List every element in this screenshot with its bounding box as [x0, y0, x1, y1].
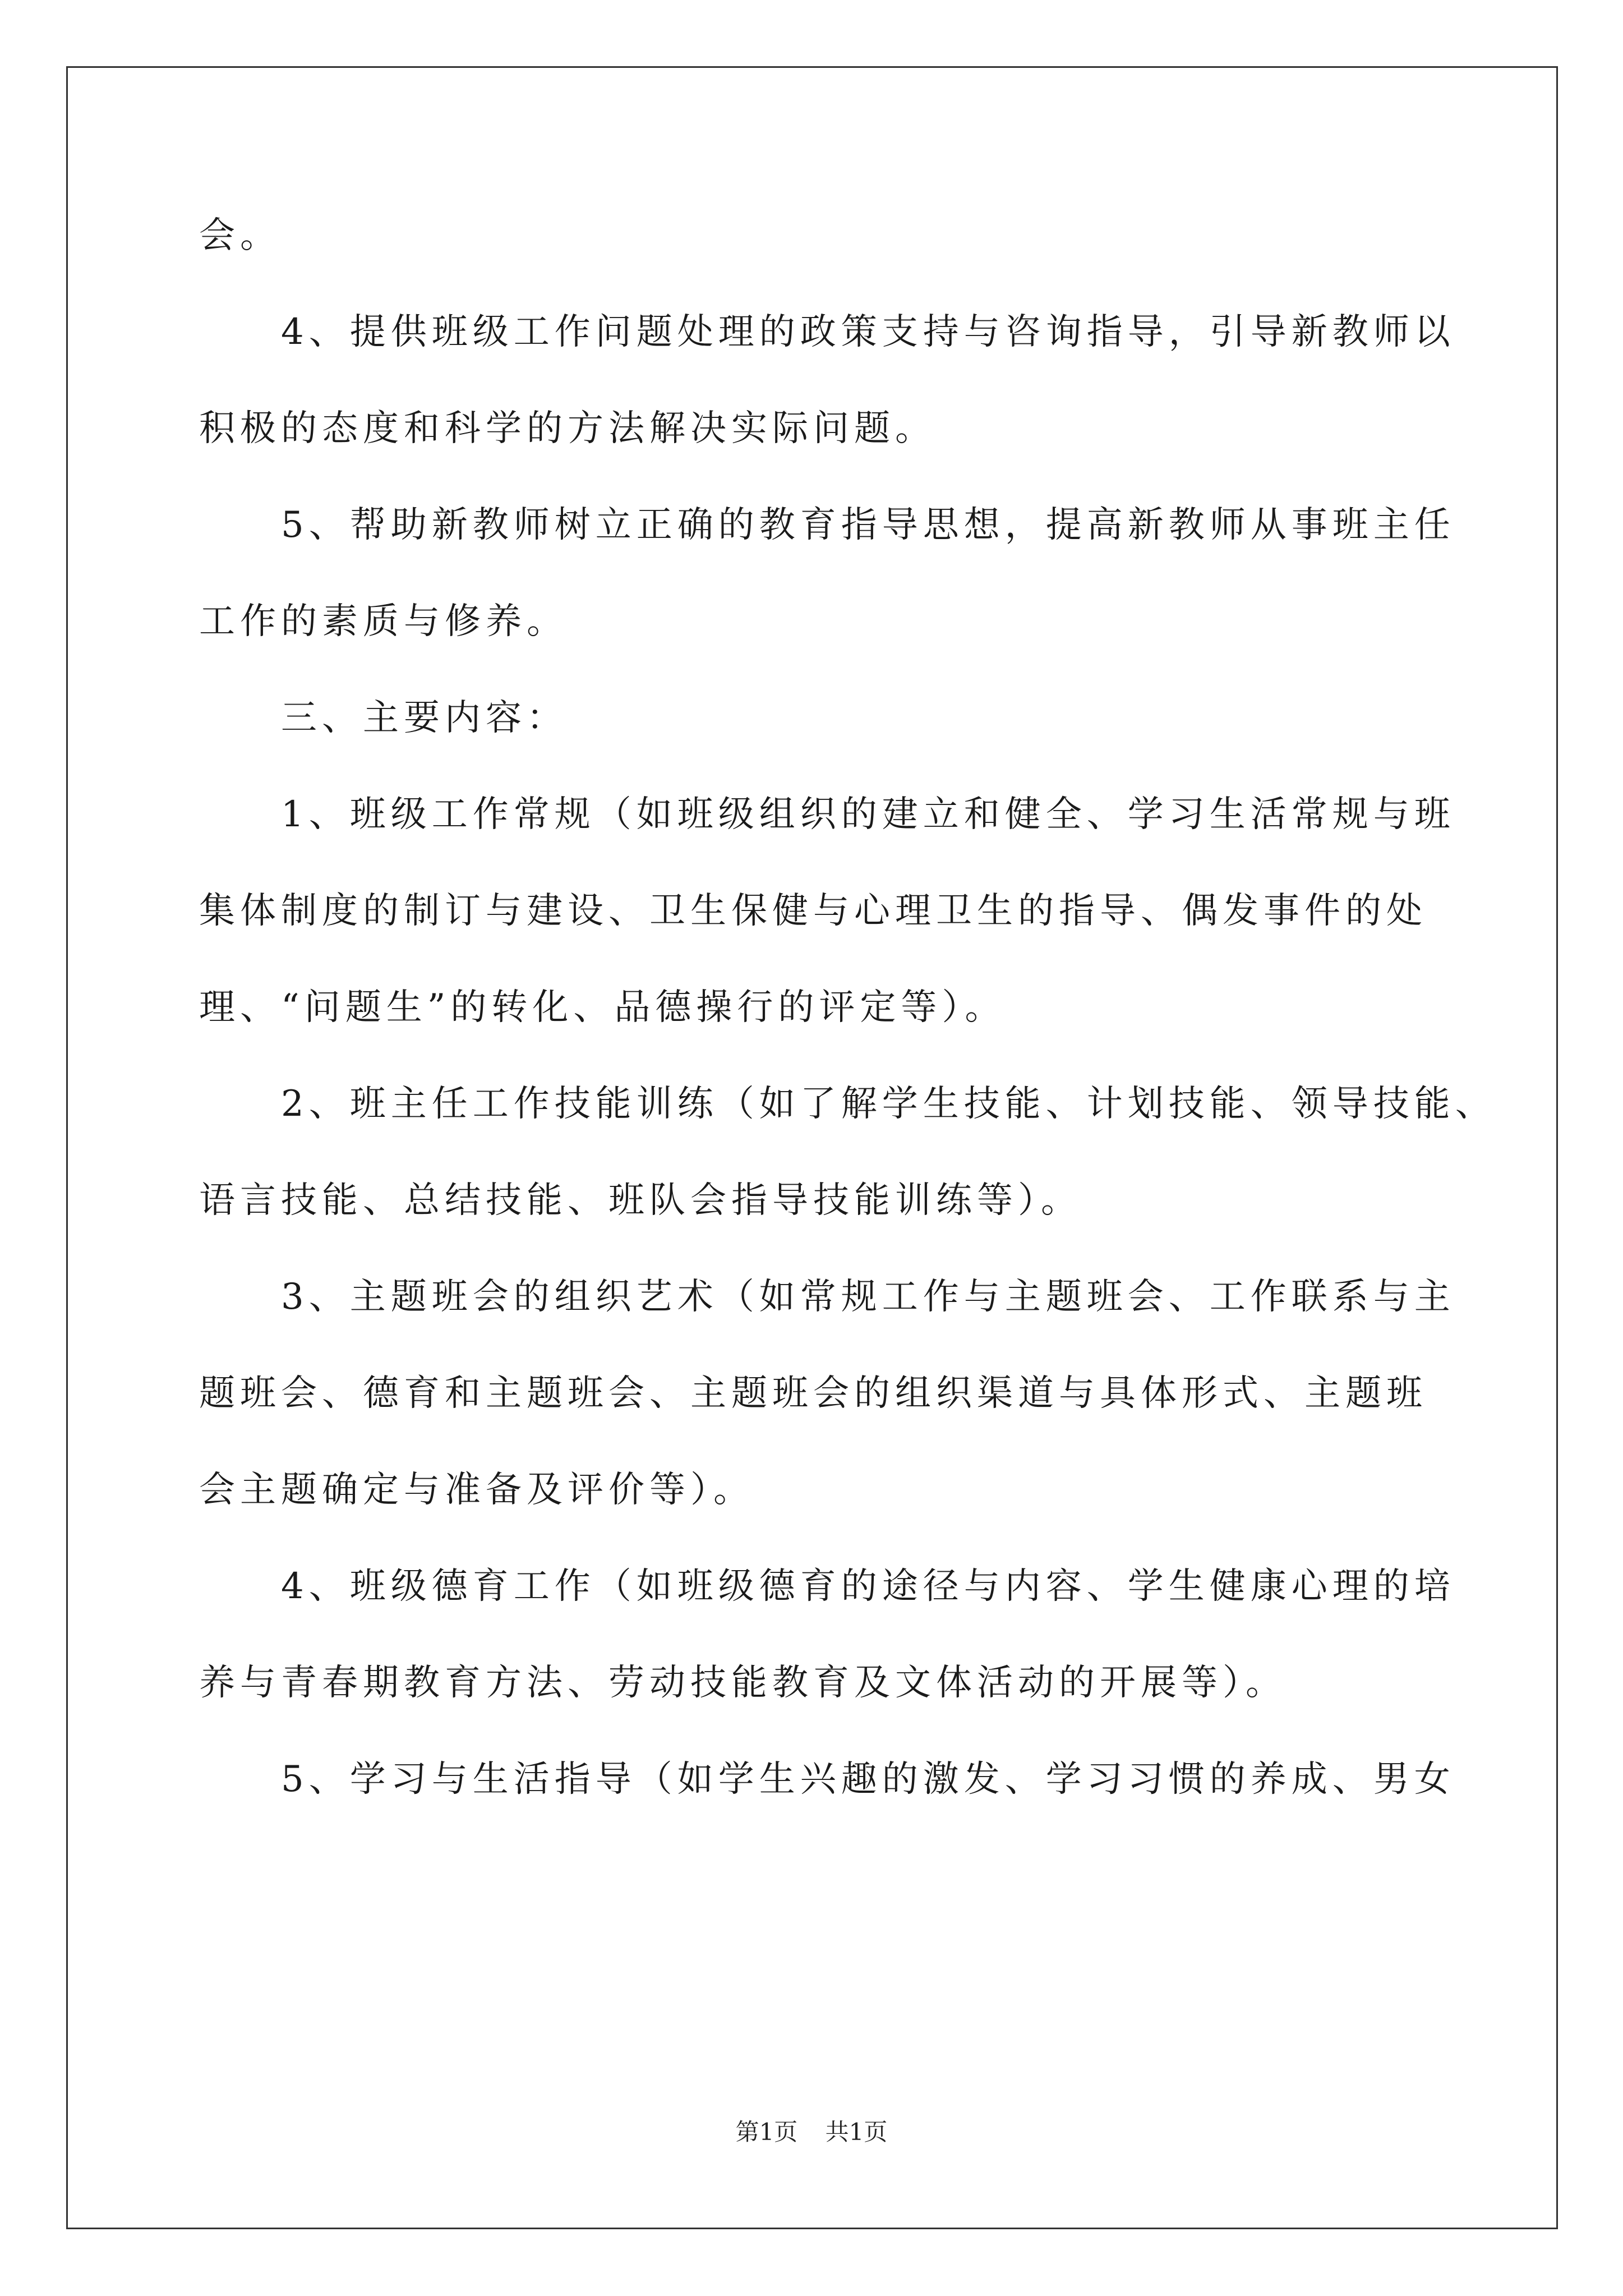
paragraph-first-line: 5、学习与生活指导（如学生兴趣的激发、学习习惯的养成、男女	[281, 1759, 1455, 1800]
paragraph-line: 会。	[199, 215, 281, 256]
page-total: 共1页	[825, 2118, 888, 2146]
page-number: 第1页	[735, 2118, 798, 2146]
paragraph-first-line: 2、班主任工作技能训练（如了解学生技能、计划技能、领导技能、	[281, 1083, 1496, 1125]
paragraph-line: 语言技能、总结技能、班队会指导技能训练等）。	[199, 1180, 1082, 1221]
page-footer	[0, 2114, 1623, 2147]
paragraph-first-line: 4、班级德育工作（如班级德育的途径与内容、学生健康心理的培	[281, 1566, 1455, 1607]
paragraph-line: 题班会、德育和主题班会、主题班会的组织渠道与具体形式、主题班	[199, 1373, 1427, 1414]
paragraph-line: 会主题确定与准备及评价等）。	[199, 1469, 754, 1511]
paragraph-first-line: 三、主要内容：	[281, 697, 568, 739]
paragraph-line: 积极的态度和科学的方法解决实际问题。	[199, 408, 936, 449]
paragraph-line: 工作的素质与修养。	[199, 601, 568, 642]
paragraph-first-line: 3、主题班会的组织艺术（如常规工作与主题班会、工作联系与主	[281, 1276, 1455, 1318]
paragraph-line: 养与青春期教育方法、劳动技能教育及文体活动的开展等）。	[199, 1662, 1287, 1704]
paragraph-line: 集体制度的制订与建设、卫生保健与心理卫生的指导、偶发事件的处	[199, 890, 1427, 932]
page-border	[66, 66, 1558, 2229]
paragraph-line: 理、“问题生”的转化、品德操行的评定等）。	[199, 987, 1006, 1028]
paragraph-first-line: 1、班级工作常规（如班级组织的建立和健全、学习生活常规与班	[281, 794, 1455, 835]
paragraph-first-line: 4、提供班级工作问题处理的政策支持与咨询指导，引导新教师以	[281, 311, 1455, 353]
paragraph-first-line: 5、帮助新教师树立正确的教育指导思想，提高新教师从事班主任	[281, 504, 1455, 546]
